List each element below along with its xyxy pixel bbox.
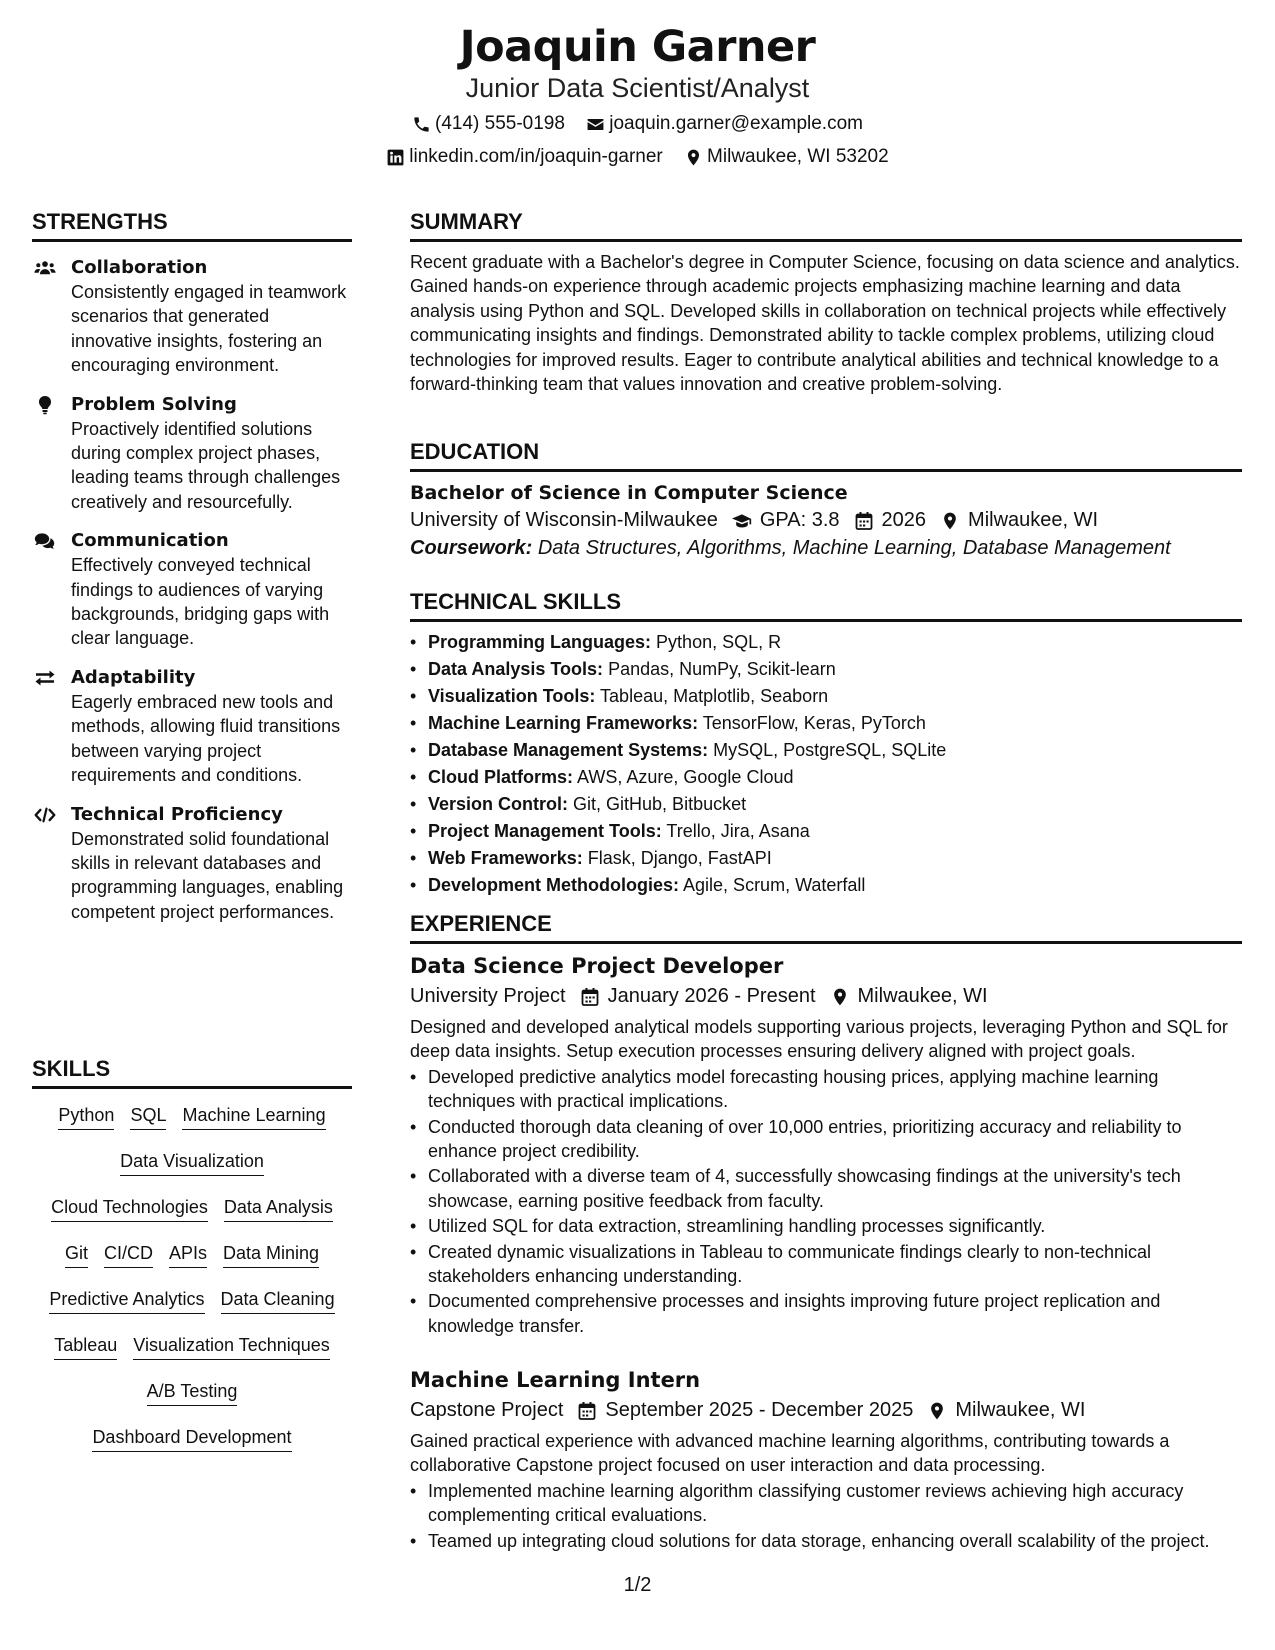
summary-heading: SUMMARY xyxy=(410,209,1242,242)
job-bullet: • Collaborated with a diverse team of 4, successfully showcasing findings at the university's tech showcase, earning positive feedback from faculty. xyxy=(428,1164,1242,1213)
users-icon xyxy=(32,258,58,278)
skills-heading: SKILLS xyxy=(32,1056,352,1089)
job-bullet: • Conducted thorough data cleaning of over 10,000 entries, prioritizing accuracy and reliability to enhance project credibility. xyxy=(428,1115,1242,1164)
skill-tag: Predictive Analytics xyxy=(49,1287,204,1314)
phone-text: (414) 555-0198 xyxy=(435,113,565,134)
linkedin-icon xyxy=(386,148,405,167)
tech-skill-value: Trello, Jira, Asana xyxy=(666,821,810,841)
skill-tag: Machine Learning xyxy=(182,1103,325,1130)
skill-row xyxy=(32,1287,352,1314)
strength-item xyxy=(32,393,352,515)
tech-skill-label: Machine Learning Frameworks: xyxy=(428,713,699,733)
skill-tag: A/B Testing xyxy=(147,1379,238,1406)
tech-skill-label: Cloud Platforms: xyxy=(428,767,574,787)
code-icon xyxy=(32,805,58,825)
tech-skill-label: Visualization Tools: xyxy=(428,686,596,706)
candidate-name: Joaquin Garner xyxy=(459,22,816,72)
job-bullet: • Created dynamic visualizations in Tableau to communicate findings clearly to non-technical stakeholders enhancing understanding. xyxy=(428,1240,1242,1289)
summary-text: Recent graduate with a Bachelor's degree in Computer Science, focusing on data science and analytics. Gained hands-on experience through academic projects emphasizing machine learning and data analysis using Python and SQL. Developed skills in collaboration on technical projects while effectively communicating insights and findings. Demonstrated ability to tackle complex problems, utilizing cloud technologies for improved results. Eager to contribute analytical abilities and technical knowledge to a forward-thinking team that values innovation and creative problem-solving. xyxy=(410,252,1240,395)
phone-icon xyxy=(412,115,431,134)
tech-skill-value: MySQL, PostgreSQL, SQLite xyxy=(713,740,947,760)
job-bullet: • Teamed up integrating cloud solutions for data storage, enhancing overall scalability of the project. xyxy=(428,1529,1242,1553)
job-dates: September 2025 - December 2025 xyxy=(605,1399,914,1421)
tech-skill-label: Database Management Systems: xyxy=(428,740,709,760)
map-marker-icon xyxy=(927,1401,947,1421)
skill-row xyxy=(32,1195,352,1222)
skill-tag: Git xyxy=(65,1241,88,1268)
lightbulb-icon xyxy=(32,395,58,415)
contact-phone xyxy=(412,113,565,135)
page-number: 1/2 xyxy=(623,1574,652,1596)
gpa-text: GPA: 3.8 xyxy=(759,509,840,531)
strengths-list xyxy=(32,256,352,939)
skills-tags xyxy=(32,1103,352,1471)
job-bullet: • Documented comprehensive processes and insights improving future project replication and knowledge transfer. xyxy=(428,1289,1242,1338)
technical-skills-heading: TECHNICAL SKILLS xyxy=(410,589,1242,622)
map-marker-icon xyxy=(830,987,850,1007)
skill-tag: Data Mining xyxy=(223,1241,319,1268)
strength-desc: Consistently engaged in teamwork scenarios that generated innovative insights, fostering an encouraging environment. xyxy=(71,282,347,376)
experience-heading: EXPERIENCE xyxy=(410,911,1242,944)
tech-skill-item xyxy=(428,792,1242,816)
strength-title: Collaboration xyxy=(71,257,208,278)
email-text[interactable]: joaquin.garner@example.com xyxy=(609,113,863,134)
strength-title: Problem Solving xyxy=(71,393,237,415)
map-marker-icon xyxy=(684,148,703,167)
linkedin-text[interactable]: linkedin.com/in/joaquin-garner xyxy=(409,146,663,167)
graduation-year: 2026 xyxy=(881,509,927,531)
tech-skill-item xyxy=(428,711,1242,735)
tech-skill-value: Flask, Django, FastAPI xyxy=(587,848,772,868)
contact-location xyxy=(684,146,889,168)
envelope-icon xyxy=(586,115,605,134)
job-org: University Project xyxy=(410,985,566,1007)
job-title: Machine Learning Intern xyxy=(410,1368,701,1392)
map-marker-icon xyxy=(940,511,960,531)
strength-title: Adaptability xyxy=(71,666,196,688)
tech-skill-value: Pandas, NumPy, Scikit-learn xyxy=(608,659,836,679)
strength-title: Technical Proficiency xyxy=(71,803,283,825)
skill-tag: Cloud Technologies xyxy=(51,1195,208,1222)
job-meta xyxy=(410,1399,1242,1422)
graduation-cap-icon xyxy=(732,511,752,531)
job-meta xyxy=(410,985,1242,1008)
strength-item xyxy=(32,529,352,651)
skill-tag: Visualization Techniques xyxy=(133,1333,329,1360)
strength-item xyxy=(32,666,352,788)
skill-tag: CI/CD xyxy=(104,1241,153,1268)
strengths-heading: STRENGTHS xyxy=(32,209,352,242)
tech-skill-label: Programming Languages: xyxy=(428,632,652,652)
contact-row-2 xyxy=(0,146,1275,173)
skill-row xyxy=(32,1379,352,1406)
strength-desc: Effectively conveyed technical findings to audiences of varying backgrounds, bridging gaps with clear language. xyxy=(71,555,330,649)
skill-tag: Data Cleaning xyxy=(221,1287,335,1314)
skill-tag: SQL xyxy=(130,1103,166,1130)
skill-tag: Python xyxy=(58,1103,114,1130)
job-bullet: • Utilized SQL for data extraction, streamlining handling processes significantly. xyxy=(428,1214,1242,1238)
comments-icon xyxy=(32,531,58,551)
tech-skill-item xyxy=(428,765,1242,789)
tech-skill-item xyxy=(428,657,1242,681)
skill-tag: APIs xyxy=(169,1241,207,1268)
tech-skill-label: Version Control: xyxy=(428,794,569,814)
job-entry xyxy=(410,1368,1242,1554)
tech-skill-item xyxy=(428,846,1242,870)
contact-email[interactable] xyxy=(586,113,863,135)
tech-skill-value: Python, SQL, R xyxy=(656,632,782,652)
skill-row xyxy=(32,1149,352,1176)
tech-skill-label: Web Frameworks: xyxy=(428,848,583,868)
job-description: Gained practical experience with advanced machine learning algorithms, contributing towards a collaborative Capstone project focused on user interaction and data processing. xyxy=(410,1431,1170,1476)
job-title: Data Science Project Developer xyxy=(410,954,784,978)
tech-skill-item xyxy=(428,819,1242,843)
skill-tag: Data Visualization xyxy=(120,1149,264,1176)
coursework-label: Coursework: xyxy=(410,537,533,559)
strength-desc: Proactively identified solutions during complex project phases, leading teams through challenges creatively and resourcefully. xyxy=(71,418,341,512)
exchange-icon xyxy=(32,668,58,688)
technical-skills-list xyxy=(410,630,1242,900)
calendar-icon xyxy=(577,1401,597,1421)
contact-row-1 xyxy=(0,113,1275,140)
skill-row xyxy=(32,1103,352,1130)
job-location: Milwaukee, WI xyxy=(857,985,988,1007)
skill-row xyxy=(32,1241,352,1268)
location-text: Milwaukee, WI 53202 xyxy=(707,146,889,167)
education-heading: EDUCATION xyxy=(410,439,1242,472)
job-bullet: • Implemented machine learning algorithm classifying customer reviews achieving high accuracy complementing critical evaluations. xyxy=(428,1479,1242,1528)
skill-tag: Data Analysis xyxy=(224,1195,333,1222)
calendar-icon xyxy=(854,511,874,531)
job-location: Milwaukee, WI xyxy=(955,1399,1086,1421)
tech-skill-item xyxy=(428,738,1242,762)
skill-tag: Tableau xyxy=(54,1333,117,1360)
tech-skill-value: AWS, Azure, Google Cloud xyxy=(577,767,794,787)
tech-skill-value: Agile, Scrum, Waterfall xyxy=(683,875,866,895)
tech-skill-item xyxy=(428,630,1242,654)
strength-desc: Eagerly embraced new tools and methods, allowing fluid transitions between varying project requirements and conditions. xyxy=(71,691,341,786)
job-description: Designed and developed analytical models supporting various projects, leveraging Python and SQL for deep data insights. Setup execution processes ensuring delivery aligned with project goals. xyxy=(410,1017,1228,1062)
strength-desc: Demonstrated solid foundational skills in relevant databases and programming languages, enabling competent project performances. xyxy=(71,828,344,922)
strength-item xyxy=(32,803,352,925)
education-entry xyxy=(410,482,1242,560)
candidate-title: Junior Data Scientist/Analyst xyxy=(465,73,810,103)
tech-skill-label: Development Methodologies: xyxy=(428,875,680,895)
coursework-line xyxy=(410,537,1242,560)
skill-row xyxy=(32,1333,352,1360)
education-location: Milwaukee, WI xyxy=(968,509,1099,531)
tech-skill-value: Git, GitHub, Bitbucket xyxy=(573,794,747,814)
job-entry xyxy=(410,954,1242,1339)
job-bullet: • Developed predictive analytics model forecasting housing prices, applying machine learning techniques with practical implications. xyxy=(428,1065,1242,1114)
strength-item xyxy=(32,256,352,378)
education-meta xyxy=(410,509,1242,532)
tech-skill-label: Project Management Tools: xyxy=(428,821,662,841)
skill-row xyxy=(32,1425,352,1452)
tech-skill-value: TensorFlow, Keras, PyTorch xyxy=(702,713,926,733)
contact-linkedin[interactable] xyxy=(386,146,662,168)
degree-title: Bachelor of Science in Computer Science xyxy=(410,482,848,504)
tech-skill-label: Data Analysis Tools: xyxy=(428,659,604,679)
skill-tag: Dashboard Development xyxy=(92,1425,291,1452)
coursework-list: Data Structures, Algorithms, Machine Learning, Database Management xyxy=(537,537,1171,559)
calendar-icon xyxy=(580,987,600,1007)
school-name: University of Wisconsin-Milwaukee xyxy=(410,509,718,531)
job-org: Capstone Project xyxy=(410,1399,564,1421)
job-dates: January 2026 - Present xyxy=(607,985,816,1007)
tech-skill-item xyxy=(428,873,1242,897)
tech-skill-item xyxy=(428,684,1242,708)
tech-skill-value: Tableau, Matplotlib, Seaborn xyxy=(600,686,829,706)
strength-title: Communication xyxy=(71,530,229,552)
